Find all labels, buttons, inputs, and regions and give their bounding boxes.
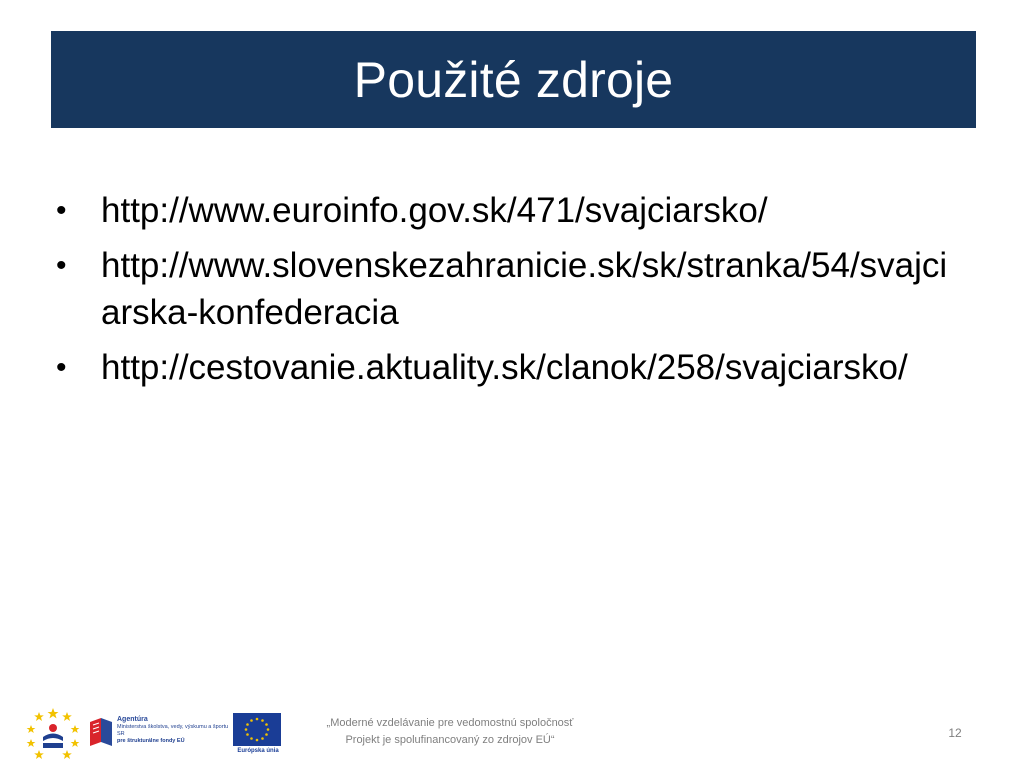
bullet-link-text: http://www.euroinfo.gov.sk/471/svajciarsko/ xyxy=(101,191,768,230)
agency-line2: pre štrukturálne fondy EÚ xyxy=(117,738,185,744)
title-bar xyxy=(51,31,976,128)
bullet-link-text: http://www.slovenskezahranicie.sk/sk/stranka/54/svajciarska-konfederacia xyxy=(101,246,948,332)
agency-title: Agentúra xyxy=(117,716,148,723)
agency-text xyxy=(117,716,229,745)
slide-footer xyxy=(0,700,1024,768)
footer-quote-line1: „Moderné vzdelávanie pre vedomostnú spoločnosť xyxy=(326,717,574,729)
eu-label: Európska únia xyxy=(237,748,279,754)
bullet-dot-icon: • xyxy=(56,194,67,227)
eu-flag-icon xyxy=(233,713,281,746)
bullet-dot-icon: • xyxy=(56,351,67,384)
bullet-list xyxy=(56,187,966,399)
open-book-icon xyxy=(88,716,114,746)
footer-quote-line2: Projekt je spolufinancovaný zo zdrojov EÚ“ xyxy=(345,734,555,746)
agency-logo xyxy=(88,712,228,752)
bullet-dot-icon: • xyxy=(56,249,67,282)
bullet-item xyxy=(56,242,966,336)
bullet-item xyxy=(56,344,966,391)
page-number: 12 xyxy=(948,726,962,740)
agency-line1: Ministerstva školstva, vedy, výskumu a športu SR xyxy=(117,724,229,737)
slide-title: Použité zdroje xyxy=(353,51,674,108)
bullet-link-text: http://cestovanie.aktuality.sk/clanok/258/svajciarsko/ xyxy=(101,348,908,387)
bullet-item xyxy=(56,187,966,234)
stars-circle-logo-icon xyxy=(26,706,80,760)
footer-quote xyxy=(300,715,600,749)
